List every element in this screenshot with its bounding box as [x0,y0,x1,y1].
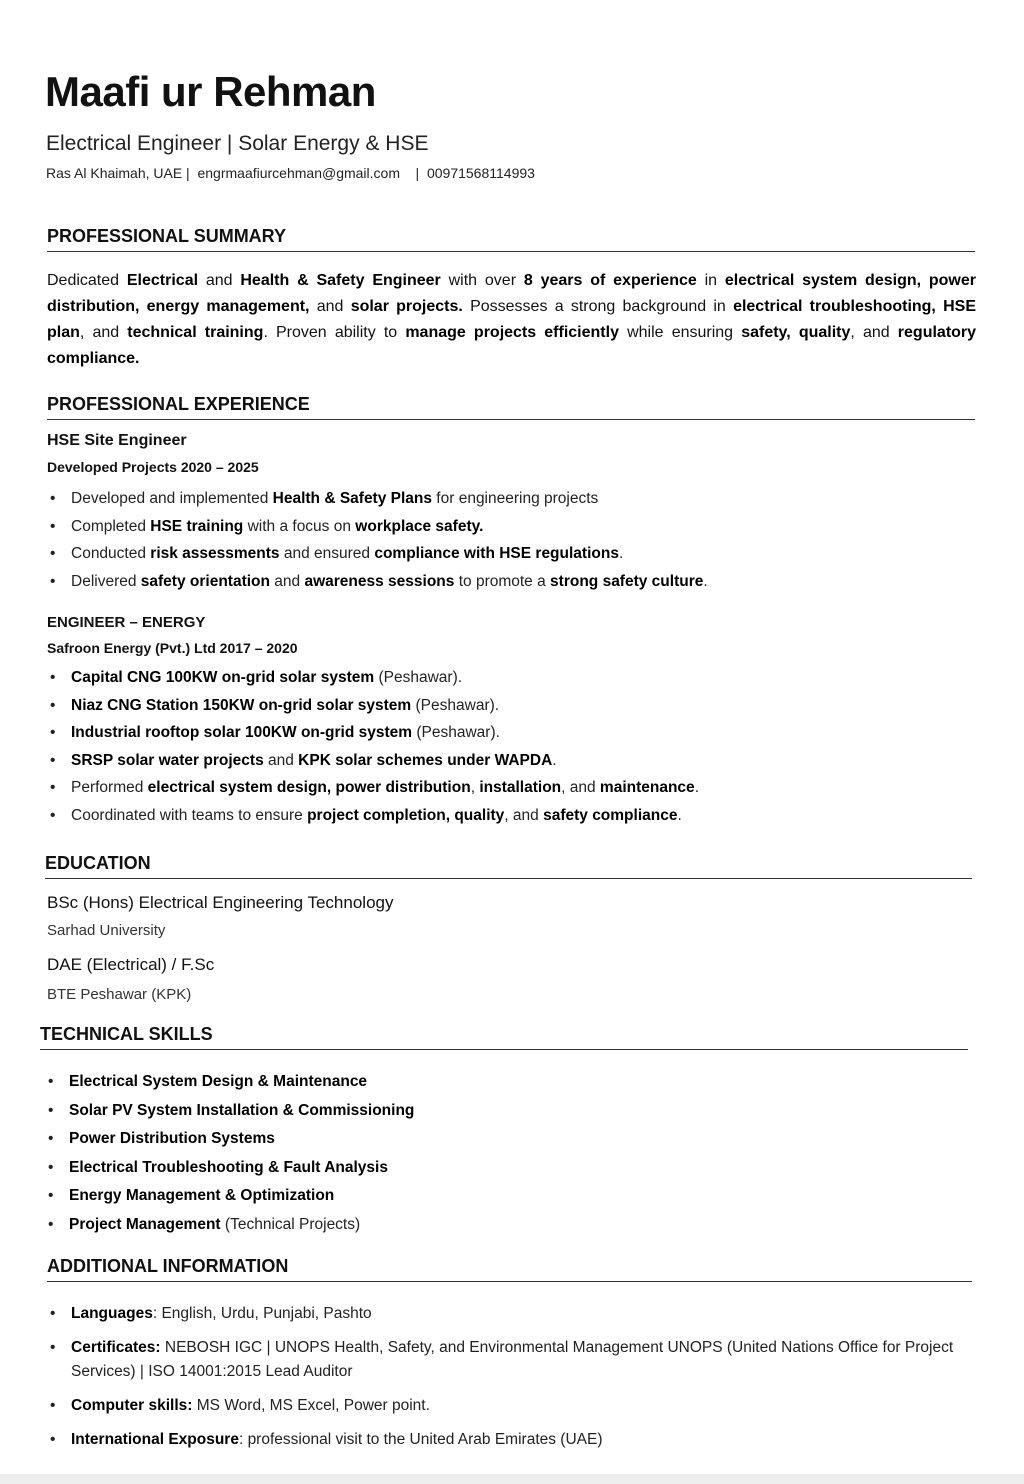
bold-text: safety compliance [543,806,678,824]
job-2 [47,614,977,829]
bold-text: safety, quality [741,324,851,341]
job-1-bullets [47,485,977,595]
text-segment: , [470,779,480,796]
bold-text: Industrial rooftop solar 100KW on-grid system [71,724,413,741]
education-school-1: Sarhad University [47,922,166,939]
bold-text: Solar PV System Installation & Commissioning [69,1101,415,1119]
bold-text: Project Management [69,1215,221,1233]
education-heading: EDUCATION [45,853,972,879]
text-segment: . [677,806,682,824]
bold-text: risk assessments [150,545,280,562]
list-item [47,719,977,747]
bold-text: electrical system design, power distribution, energy management, [47,272,977,315]
additional-list [47,1302,977,1452]
text-segment: MS Word, MS Excel, Power point. [192,1397,430,1414]
bold-text: Languages [71,1305,153,1322]
list-item [47,747,977,775]
text-segment: Conducted [71,545,151,562]
bold-text: Computer skills: [71,1397,193,1414]
text-segment: to promote a [454,572,551,590]
list-item [45,1068,965,1097]
job-2-bullets [47,664,977,829]
text-segment: (Peshawar). [412,724,500,741]
list-item [47,692,977,720]
text-segment: and [269,572,305,590]
list-item [47,802,977,830]
text-segment: with over [440,272,524,289]
text-segment: , and [504,806,544,824]
bold-text: electrical system design, power distribution [147,779,471,796]
job-2-title: ENGINEER – ENERGY [47,614,206,631]
experience-heading: PROFESSIONAL EXPERIENCE [47,394,975,420]
text-segment: Performed [71,779,148,796]
list-item [47,568,977,596]
text-segment: NEBOSH IGC | UNOPS Health, Safety, and Environmental Management UNOPS (United Nations Office for Project Services) | ISO 14001:2015 Lead Auditor [71,1339,954,1380]
text-segment: (Technical Projects) [220,1215,361,1233]
bold-text: SRSP solar water projects [71,751,264,769]
text-segment: Dedicated [47,272,127,289]
text-segment: and [309,298,351,315]
list-item [45,1211,965,1240]
text-segment: Possesses a strong background in [462,298,734,315]
bold-text: safety orientation [140,572,270,590]
text-segment: Developed and implemented [71,490,273,507]
list-item [47,485,977,513]
text-segment: Completed [71,517,151,535]
bold-text: Health & Safety Plans [272,490,432,507]
summary-text [47,268,976,372]
list-item [45,1154,965,1183]
text-segment: (Peshawar). [374,669,463,686]
bold-text: Niaz CNG Station 150KW on-grid solar system [71,696,412,714]
text-segment: Delivered [71,572,141,590]
list-item [47,513,977,541]
job-title: Electrical Engineer | Solar Energy & HSE [46,132,429,155]
candidate-name: Maafi ur Rehman [45,68,376,115]
contact-info: Ras Al Khaimah, UAE | engrmaafiurcehman@gmail.com | 00971568114993 [46,165,535,181]
job-1-subtitle: Developed Projects 2020 – 2025 [47,459,259,475]
bold-text: strong safety culture [550,572,704,590]
text-segment: , and [850,324,898,341]
bold-text: awareness sessions [304,572,455,590]
bold-text: technical training [127,324,264,341]
bold-text: project completion, quality [307,806,505,824]
job-2-subtitle: Safroon Energy (Pvt.) Ltd 2017 – 2020 [47,640,298,656]
list-item [45,1097,965,1126]
list-item [47,1428,977,1452]
text-segment: . [618,545,624,562]
additional-heading: ADDITIONAL INFORMATION [47,1256,972,1282]
bold-text: compliance with HSE regulations [374,545,619,562]
bold-text: solar projects. [350,298,463,315]
text-segment: . [703,572,708,590]
bold-text: Electrical [126,272,199,289]
summary-heading: PROFESSIONAL SUMMARY [47,226,975,252]
bold-text: 8 years of experience [523,272,697,289]
education-degree-2: DAE (Electrical) / F.Sc [47,955,215,974]
bold-text: HSE training [150,517,244,535]
bold-text: Power Distribution Systems [69,1130,275,1147]
skills-list [45,1068,965,1239]
text-segment: in [696,272,725,289]
text-segment: : professional visit to the United Arab Emirates (UAE) [238,1431,603,1448]
text-segment: . Proven ability to [263,324,406,341]
list-item [45,1125,965,1154]
skills-heading: TECHNICAL SKILLS [40,1024,968,1050]
list-item [45,1182,965,1211]
text-segment: and [198,272,241,289]
bold-text: maintenance [599,779,695,796]
text-segment: (Peshawar). [411,696,500,714]
text-segment: with a focus on [243,517,356,535]
education-degree-1: BSc (Hons) Electrical Engineering Technology [47,893,394,912]
text-segment: . [694,779,699,796]
bold-text: Health & Safety Engineer [240,272,441,289]
list-item [47,540,977,568]
list-item [47,1394,977,1418]
text-segment: while ensuring [618,324,742,341]
bold-text: regulatory compliance. [47,324,977,367]
text-segment: , and [79,324,128,341]
education-school-2: BTE Peshawar (KPK) [47,986,192,1003]
bold-text: installation [479,779,562,796]
bold-text: electrical troubleshooting, HSE plan [47,298,977,341]
bold-text: KPK solar schemes under WAPDA [298,751,553,769]
bold-text: Capital CNG 100KW on-grid solar system [71,669,375,686]
bold-text: Electrical Troubleshooting & Fault Analysis [69,1158,388,1176]
text-segment: for engineering projects [432,490,599,507]
list-item [47,774,977,802]
list-item [47,1336,977,1384]
text-segment: , and [561,779,600,796]
bold-text: Certificates: [71,1339,161,1356]
page-bottom-edge [0,1474,1024,1484]
text-segment: . [552,751,557,769]
list-item [47,1302,977,1326]
bold-text: workplace safety. [355,517,484,535]
job-1-title: HSE Site Engineer [47,432,187,449]
bold-text: International Exposure [71,1431,239,1448]
text-segment: and ensured [279,545,375,562]
bold-text: manage projects efficiently [405,324,619,341]
list-item [47,664,977,692]
text-segment: and [263,751,299,769]
job-1 [47,432,977,595]
bold-text: Energy Management & Optimization [69,1187,335,1204]
text-segment: Coordinated with teams to ensure [71,806,308,824]
text-segment: : English, Urdu, Punjabi, Pashto [152,1305,372,1322]
bold-text: Electrical System Design & Maintenance [69,1073,368,1090]
